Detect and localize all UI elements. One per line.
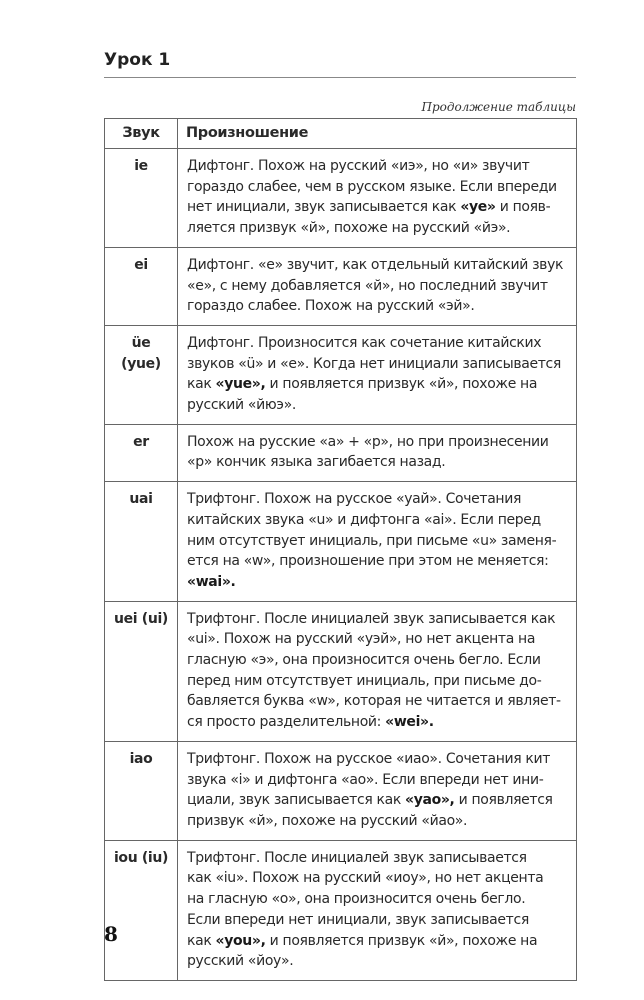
column-header-sound: Звук [105, 119, 178, 149]
bold-spelling: «wai». [187, 573, 236, 590]
sound-cell: üe (yue) [105, 325, 178, 424]
table-row [105, 325, 577, 424]
bold-spelling: «ye» [460, 199, 496, 216]
bold-spelling: «yue», [215, 376, 266, 393]
description-text: и появляется призвук «й», похоже на русский «йоу». [187, 932, 538, 970]
sound-cell: iou (iu) [105, 840, 178, 980]
column-header-pronunciation: Произношение [178, 119, 577, 149]
description-text: и появляется призвук «й», похоже на русский «йао». [187, 792, 553, 829]
description-text: Трифтонг. Похож на русское «уай». Сочетания китайских звука «u» и дифтонга «ai». Если перед ним отсутствует инициаль, при письме «u» заменя- ется на «w», произношение при этом не меняется: [187, 491, 557, 570]
pronunciation-cell [178, 741, 577, 840]
page-number: 8 [104, 922, 118, 946]
table-row [105, 601, 577, 741]
sound-cell: ie [105, 149, 178, 248]
description-text: и появ- ляется призвук «й», похоже на русский «йэ». [187, 199, 551, 237]
lesson-title: Урок 1 [104, 50, 171, 70]
description-text: Похож на русские «а» + «р», но при произнесении «р» кончик языка загибается назад. [187, 433, 549, 471]
sound-cell: er [105, 424, 178, 481]
bold-spelling: «you», [215, 932, 266, 949]
description-text: Трифтонг. После инициалей звук записывается как «iu». Похож на русский «иоу», но нет акцента на гласную «о», она произносится очень бегло. Если впереди нет инициали, звук записывается как [187, 849, 544, 949]
description-text: и появляется призвук «й», похоже на русский «йюэ». [187, 376, 538, 414]
pronunciation-cell [178, 840, 577, 980]
bold-spelling: «yao», [405, 792, 455, 809]
pronunciation-cell [178, 424, 577, 481]
table-row [105, 247, 577, 325]
table-row [105, 482, 577, 602]
description-text: Дифтонг. Похож на русский «иэ», но «и» звучит гораздо слабее, чем в русском языке. Если впереди нет инициали, звук записывается как [187, 158, 557, 216]
pronunciation-cell [178, 601, 577, 741]
pronunciation-cell [178, 325, 577, 424]
sound-cell: iao [105, 741, 178, 840]
table-row [105, 741, 577, 840]
table-row [105, 840, 577, 980]
table-row [105, 424, 577, 481]
description-text: Дифтонг. Произносится как сочетание китайских звуков «ü» и «е». Когда нет инициали записывается как [187, 334, 561, 393]
table-header-row [105, 119, 577, 149]
pronunciation-cell [178, 247, 577, 325]
sound-cell: uai [105, 482, 178, 602]
header-divider [104, 77, 576, 78]
pronunciation-table [104, 118, 577, 981]
pronunciation-cell [178, 149, 577, 248]
sound-cell: ei [105, 247, 178, 325]
bold-spelling: «wei». [385, 714, 434, 731]
pronunciation-cell [178, 482, 577, 602]
sound-cell: uei (ui) [105, 601, 178, 741]
description-text: Трифтонг. После инициалей звук записывается как «ui». Похож на русский «уэй», но нет акцента на гласную «э», она произносится очень бегло. Если перед ним отсутствует инициаль, при письме до- бавляется буква «w», которая не читается и являет- ся просто разделительной: [187, 610, 561, 731]
table-row [105, 149, 577, 248]
description-text: Трифтонг. Похож на русское «иао». Сочетания кит звука «i» и дифтонга «ао». Если впереди нет ини- циали, звук записывается как [187, 750, 551, 809]
table-continuation-note: Продолжение таблицы [421, 100, 576, 114]
description-text: Дифтонг. «е» звучит, как отдельный китайский звук «е», с нему добавляется «й», но последний звучит гораздо слабее. Похож на русский «эй». [187, 256, 564, 315]
